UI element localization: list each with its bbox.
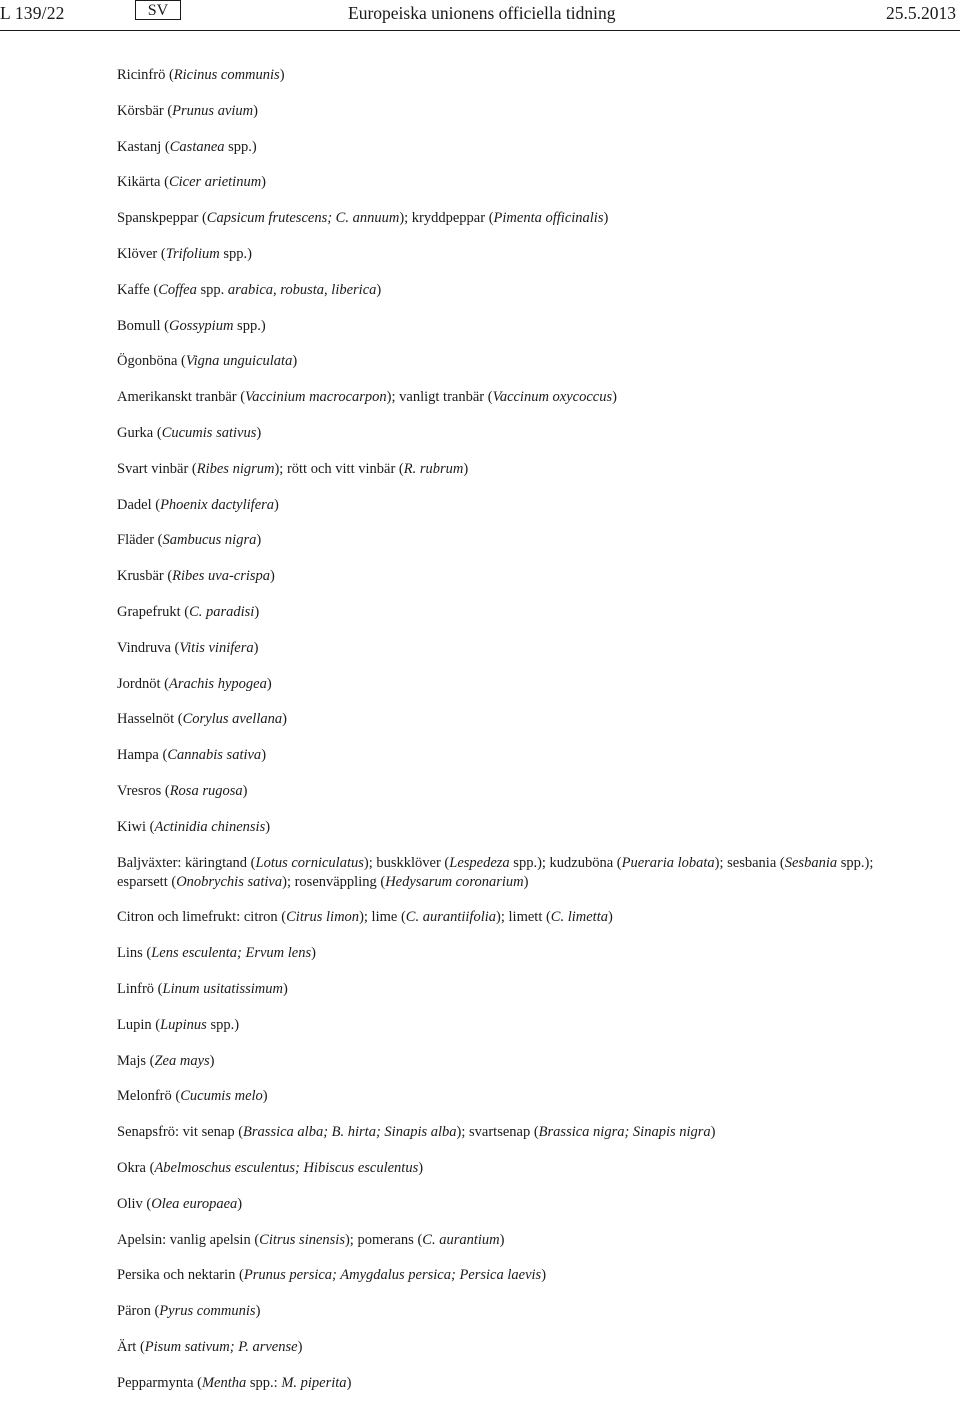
common-text: spp.) — [224, 138, 257, 155]
common-text: spp.); esparsett ( — [117, 854, 874, 890]
list-item — [117, 209, 877, 228]
common-text: Kastanj ( — [117, 138, 170, 155]
list-item — [117, 1374, 877, 1393]
list-item — [117, 854, 877, 892]
common-text: Senapsfrö: vit senap ( — [117, 1124, 244, 1141]
list-item — [117, 710, 877, 729]
common-text: Hampa ( — [117, 747, 168, 764]
common-text: ) — [262, 1088, 268, 1105]
common-text: Pepparmynta ( — [117, 1374, 202, 1391]
common-text: Grapefrukt ( — [117, 603, 190, 620]
list-item — [117, 1016, 877, 1035]
list-item — [117, 173, 877, 192]
latin-name: Sambucus nigra — [162, 532, 257, 549]
latin-name: R. rubrum — [403, 460, 464, 477]
common-text: ) — [297, 1338, 303, 1355]
common-text: Melonfrö ( — [117, 1088, 181, 1105]
list-item — [117, 1195, 877, 1214]
latin-name: Vitis vinifera — [179, 639, 254, 656]
latin-name: Citrus sinensis — [259, 1231, 345, 1248]
list-item — [117, 496, 877, 515]
list-item — [117, 675, 877, 694]
common-text: Persika och nektarin ( — [117, 1267, 244, 1284]
common-text: Jordnöt ( — [117, 675, 169, 692]
list-item — [117, 944, 877, 963]
latin-name: arabica, robusta, liberica — [227, 281, 377, 298]
common-text: ) — [282, 711, 287, 728]
common-text: ); svartsenap ( — [456, 1124, 539, 1141]
latin-name: Onobrychis sativa — [176, 873, 283, 890]
latin-name: Vigna unguiculata — [185, 353, 293, 370]
common-text: Ricinfrö ( — [117, 67, 174, 83]
latin-name: Vaccinium macrocarpon — [245, 389, 387, 406]
list-item — [117, 603, 877, 622]
common-text: ) — [710, 1124, 716, 1141]
latin-name: Ricinus communis — [173, 67, 280, 83]
common-text: Ärt ( — [117, 1338, 145, 1355]
list-item — [117, 567, 877, 586]
common-text: ) — [603, 210, 609, 227]
common-text: Gurka ( — [117, 424, 162, 441]
list-item — [117, 531, 877, 550]
latin-name: C. limetta — [550, 909, 608, 926]
common-text: ) — [499, 1231, 505, 1248]
latin-name: Pimenta officinalis — [493, 210, 604, 227]
latin-name: Citrus limon — [286, 909, 360, 926]
common-text: ) — [270, 568, 275, 585]
latin-name: Olea europaea — [151, 1195, 238, 1212]
common-text: ) — [523, 873, 529, 890]
common-text: ); kryddpeppar ( — [399, 210, 494, 227]
common-text: ); lime ( — [359, 909, 406, 926]
common-text: Bomull ( — [117, 317, 169, 334]
latin-name: Lotus corniculatus — [255, 854, 364, 871]
latin-name: Corylus avellana — [182, 711, 283, 728]
list-item — [117, 1231, 877, 1250]
latin-name: Abelmoschus esculentus; Hibiscus esculentus — [154, 1159, 419, 1176]
common-text: ) — [253, 639, 259, 656]
common-text: ) — [256, 424, 262, 441]
latin-name: Sesbania — [784, 854, 838, 871]
latin-name: Gossypium — [168, 317, 234, 334]
common-text: Körsbär ( — [117, 102, 173, 119]
list-item — [117, 1302, 877, 1321]
language-code-box: SV — [135, 0, 181, 20]
common-text: ) — [274, 496, 279, 513]
common-text: ) — [376, 281, 382, 298]
common-text: ); rött och vitt vinbär ( — [274, 460, 404, 477]
common-text: ) — [463, 460, 469, 477]
common-text: spp.) — [206, 1016, 240, 1033]
latin-name: Actinidia chinensis — [154, 818, 266, 835]
list-item — [117, 782, 877, 801]
publication-date: 25.5.2013 — [886, 3, 956, 23]
common-text: ) — [541, 1267, 547, 1284]
common-text: ) — [255, 1303, 261, 1320]
common-text: ) — [254, 603, 260, 620]
header-rule — [0, 30, 960, 31]
latin-name: Lens esculenta; Ervum lens — [151, 945, 312, 962]
list-item — [117, 1052, 877, 1071]
common-text: ) — [292, 353, 298, 370]
latin-name: Cannabis sativa — [167, 747, 262, 764]
latin-name: Lespedeza — [449, 854, 510, 871]
latin-name: Arachis hypogea — [168, 675, 267, 692]
common-text: ); sesbania ( — [714, 854, 785, 871]
common-text: Oliv ( — [117, 1195, 152, 1212]
common-text: Dadel ( — [117, 496, 161, 513]
common-text: Okra ( — [117, 1159, 155, 1176]
common-text: ) — [311, 945, 316, 962]
latin-name: C. aurantiifolia — [405, 909, 497, 926]
list-item — [117, 1159, 877, 1178]
latin-name: Linum usitatissimum — [162, 980, 283, 997]
latin-name: Coffea — [158, 281, 197, 298]
latin-name: C. paradisi — [189, 603, 255, 620]
latin-name: Phoenix dactylifera — [160, 496, 275, 513]
common-text: Päron ( — [117, 1303, 160, 1320]
common-text: Klöver ( — [117, 245, 166, 262]
latin-name: Ribes nigrum — [196, 460, 275, 477]
latin-name: Pisum sativum; P. arvense — [144, 1338, 298, 1355]
latin-name: Pyrus communis — [159, 1303, 256, 1320]
common-text: spp. — [196, 281, 228, 298]
common-text: ) — [279, 67, 285, 83]
list-item — [117, 317, 877, 336]
latin-name: Cucumis sativus — [161, 424, 257, 441]
list-item — [117, 102, 877, 121]
latin-name: Capsicum frutescens; C. annuum — [206, 210, 400, 227]
common-text: ) — [256, 532, 262, 549]
page-reference: L 139/22 — [0, 3, 65, 23]
common-text: ) — [608, 909, 613, 926]
latin-name: Pueraria lobata — [621, 854, 715, 871]
list-item — [117, 818, 877, 837]
list-item — [117, 388, 877, 407]
common-text: Linfrö ( — [117, 980, 163, 997]
common-text: ) — [209, 1052, 215, 1069]
common-text: Kiwi ( — [117, 818, 155, 835]
latin-name: Hedysarum coronarium — [385, 873, 524, 890]
common-text: Ögonböna ( — [117, 353, 186, 370]
list-item — [117, 1087, 877, 1106]
common-text: Apelsin: vanlig apelsin ( — [117, 1231, 260, 1248]
common-text: ) — [242, 782, 248, 799]
common-text: Lins ( — [117, 945, 152, 962]
list-item — [117, 424, 877, 443]
common-text: Amerikanskt tranbär ( — [117, 389, 246, 406]
latin-name: Zea mays — [154, 1052, 210, 1069]
common-text: Majs ( — [117, 1052, 155, 1069]
list-item — [117, 980, 877, 999]
common-text: Kikärta ( — [117, 174, 169, 191]
latin-name: Ribes uva-crispa — [172, 568, 271, 585]
crop-list — [117, 66, 877, 1409]
common-text: ); vanligt tranbär ( — [386, 389, 493, 406]
list-item — [117, 639, 877, 658]
common-text: Hasselnöt ( — [117, 711, 183, 728]
list-item — [117, 352, 877, 371]
latin-name: Lupinus — [160, 1016, 207, 1033]
common-text: Lupin ( — [117, 1016, 161, 1033]
latin-name: Prunus persica; Amygdalus persica; Persica laevis — [243, 1267, 542, 1284]
latin-name: Cicer arietinum — [168, 174, 262, 191]
latin-name: Brassica alba; B. hirta; Sinapis alba — [243, 1124, 457, 1141]
list-item — [117, 281, 877, 300]
latin-name: M. piperita — [281, 1374, 347, 1391]
list-item — [117, 245, 877, 264]
common-text: Vresros ( — [117, 782, 170, 799]
latin-name: C. aurantium — [422, 1231, 500, 1248]
list-item — [117, 460, 877, 479]
common-text: ); limett ( — [496, 909, 551, 926]
latin-name: Brassica nigra; Sinapis nigra — [538, 1124, 711, 1141]
common-text: Krusbär ( — [117, 568, 173, 585]
common-text: ); rosenväppling ( — [282, 873, 386, 890]
common-text: spp.); kudzuböna ( — [509, 854, 622, 871]
common-text: Spanskpeppar ( — [117, 210, 207, 227]
common-text: Citron och limefrukt: citron ( — [117, 909, 287, 926]
common-text: ) — [282, 980, 288, 997]
list-item — [117, 66, 877, 85]
common-text: Vindruva ( — [117, 639, 180, 656]
list-item — [117, 908, 877, 927]
list-item — [117, 138, 877, 157]
common-text: ) — [261, 174, 267, 191]
latin-name: Castanea — [169, 138, 225, 155]
common-text: spp.) — [233, 317, 266, 334]
common-text: ); pomerans ( — [344, 1231, 423, 1248]
common-text: Kaffe ( — [117, 281, 159, 298]
common-text: spp.: — [246, 1374, 282, 1391]
common-text: ) — [418, 1159, 424, 1176]
common-text: ) — [261, 747, 267, 764]
list-item — [117, 1123, 877, 1142]
latin-name: Trifolium — [165, 245, 220, 262]
common-text: ) — [253, 102, 258, 119]
list-item — [117, 1338, 877, 1357]
page-header — [0, 0, 960, 30]
common-text: ) — [237, 1195, 243, 1212]
common-text: spp.) — [219, 245, 252, 262]
latin-name: Prunus avium — [172, 102, 254, 119]
common-text: Fläder ( — [117, 532, 163, 549]
common-text: ); buskklöver ( — [363, 854, 450, 871]
journal-title: Europeiska unionens officiella tidning — [348, 3, 616, 23]
latin-name: Mentha — [201, 1374, 247, 1391]
common-text: Svart vinbär ( — [117, 460, 197, 477]
common-text: ) — [265, 818, 271, 835]
latin-name: Vaccinum oxycoccus — [492, 389, 613, 406]
common-text: ) — [266, 675, 272, 692]
latin-name: Rosa rugosa — [169, 782, 243, 799]
latin-name: Cucumis melo — [180, 1088, 263, 1105]
list-item — [117, 746, 877, 765]
common-text: Baljväxter: käringtand ( — [117, 854, 256, 871]
common-text: ) — [346, 1374, 352, 1391]
common-text: ) — [612, 389, 617, 406]
list-item — [117, 1266, 877, 1285]
